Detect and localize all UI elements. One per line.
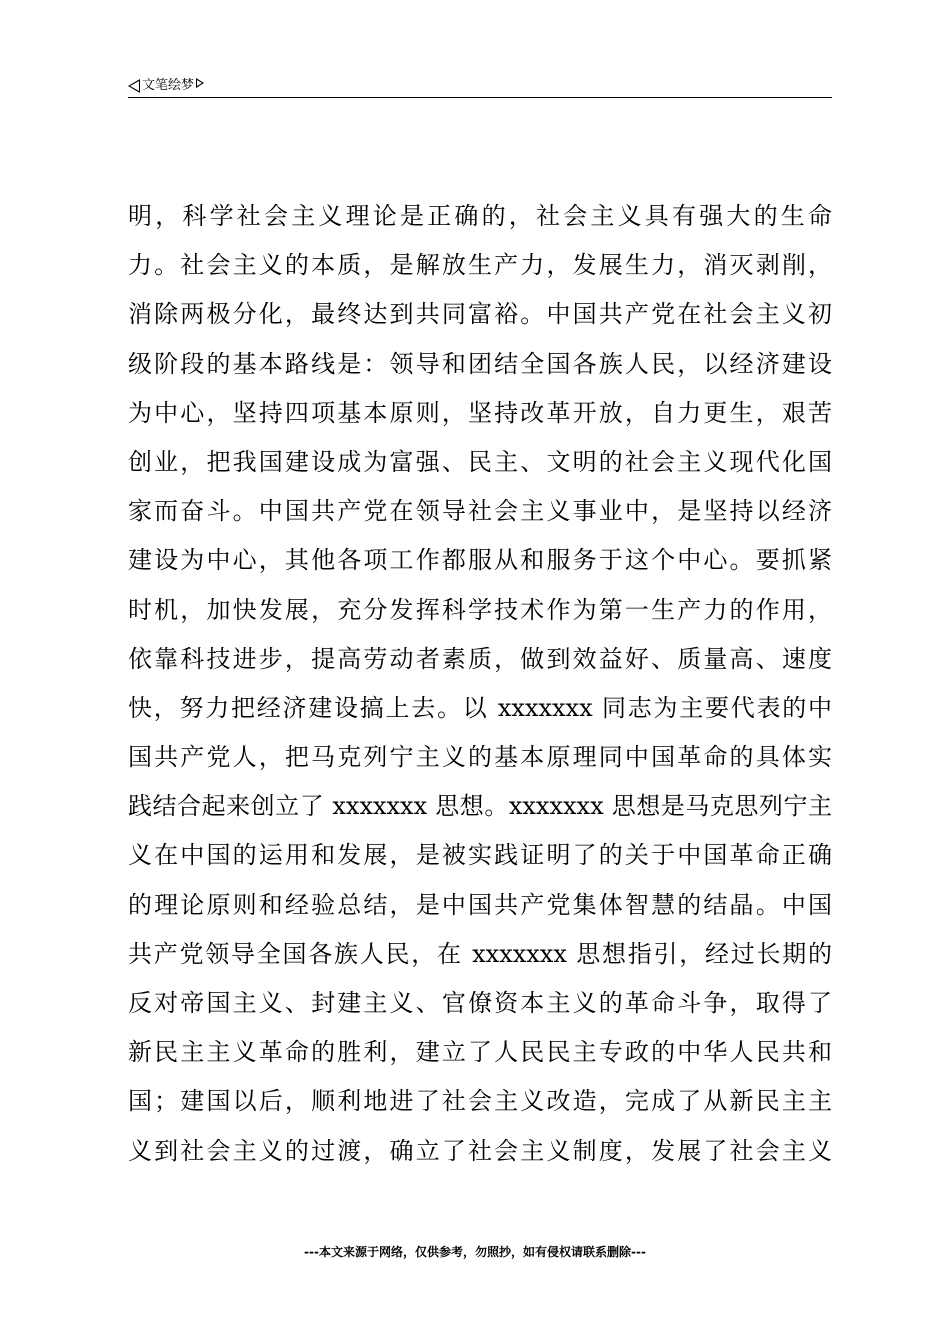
body-line: 国；建国以后，顺利地进了社会主义改造，完成了从新民主主 xyxy=(128,1087,832,1116)
body-line: 反对帝国主义、封建主义、官僚资本主义的革命斗争，取得了 xyxy=(128,989,832,1017)
arrow-left-icon xyxy=(128,79,140,93)
arrow-right-icon xyxy=(196,78,204,88)
body-line: 依靠科技进步，提高劳动者素质，做到效益好、质量高、速度 xyxy=(128,644,832,673)
body-line: 为中心，坚持四项基本原则，坚持改革开放，自力更生，艰苦 xyxy=(128,398,832,427)
body-line: 共产党领导全国各族人民，在 xxxxxxx 思想指引，经过长期的 xyxy=(128,939,832,968)
body-line: 家而奋斗。中国共产党在领导社会主义事业中，是坚持以经济 xyxy=(128,497,832,526)
body-line: 级阶段的基本路线是：领导和团结全国各族人民，以经济建设 xyxy=(128,349,832,378)
footer-disclaimer: ---本文来源于网络，仅供参考，勿照抄，如有侵权请联系删除--- xyxy=(304,1245,646,1259)
body-line: 力。社会主义的本质，是解放生产力，发展生力，消灭剥削， xyxy=(128,251,832,280)
body-line: 国共产党人，把马克列宁主义的基本原理同中国革命的具体实 xyxy=(128,743,832,772)
body-line: 义在中国的运用和发展，是被实践证明了的关于中国革命正确 xyxy=(128,841,832,870)
body-line: 快，努力把经济建设搞上去。以 xxxxxxx 同志为主要代表的中 xyxy=(128,693,832,722)
body-line: 建设为中心，其他各项工作都服从和服务于这个中心。要抓紧 xyxy=(128,546,832,575)
body-line: 明，科学社会主义理论是正确的，社会主义具有强大的生命 xyxy=(128,202,832,230)
body-line: 义到社会主义的过渡，确立了社会主义制度，发展了社会主义 xyxy=(128,1136,832,1165)
header-divider xyxy=(128,97,832,98)
document-body xyxy=(128,192,832,1176)
body-line: 消除两极分化，最终达到共同富裕。中国共产党在社会主义初 xyxy=(128,300,832,329)
body-line: 的理论原则和经验总结，是中国共产党集体智慧的结晶。中国 xyxy=(128,890,832,919)
body-line: 新民主主义革命的胜利，建立了人民民主专政的中华人民共和 xyxy=(128,1038,832,1067)
header-title: 文笔绘梦 xyxy=(142,78,195,93)
body-line: 创业，把我国建设成为富强、民主、文明的社会主义现代化国 xyxy=(128,447,832,476)
body-line: 时机，加快发展，充分发挥科学技术作为第一生产力的作用， xyxy=(128,595,832,624)
page-header xyxy=(128,76,832,96)
body-line: 践结合起来创立了 xxxxxxx 思想。xxxxxxx 思想是马克思列宁主 xyxy=(128,792,832,821)
